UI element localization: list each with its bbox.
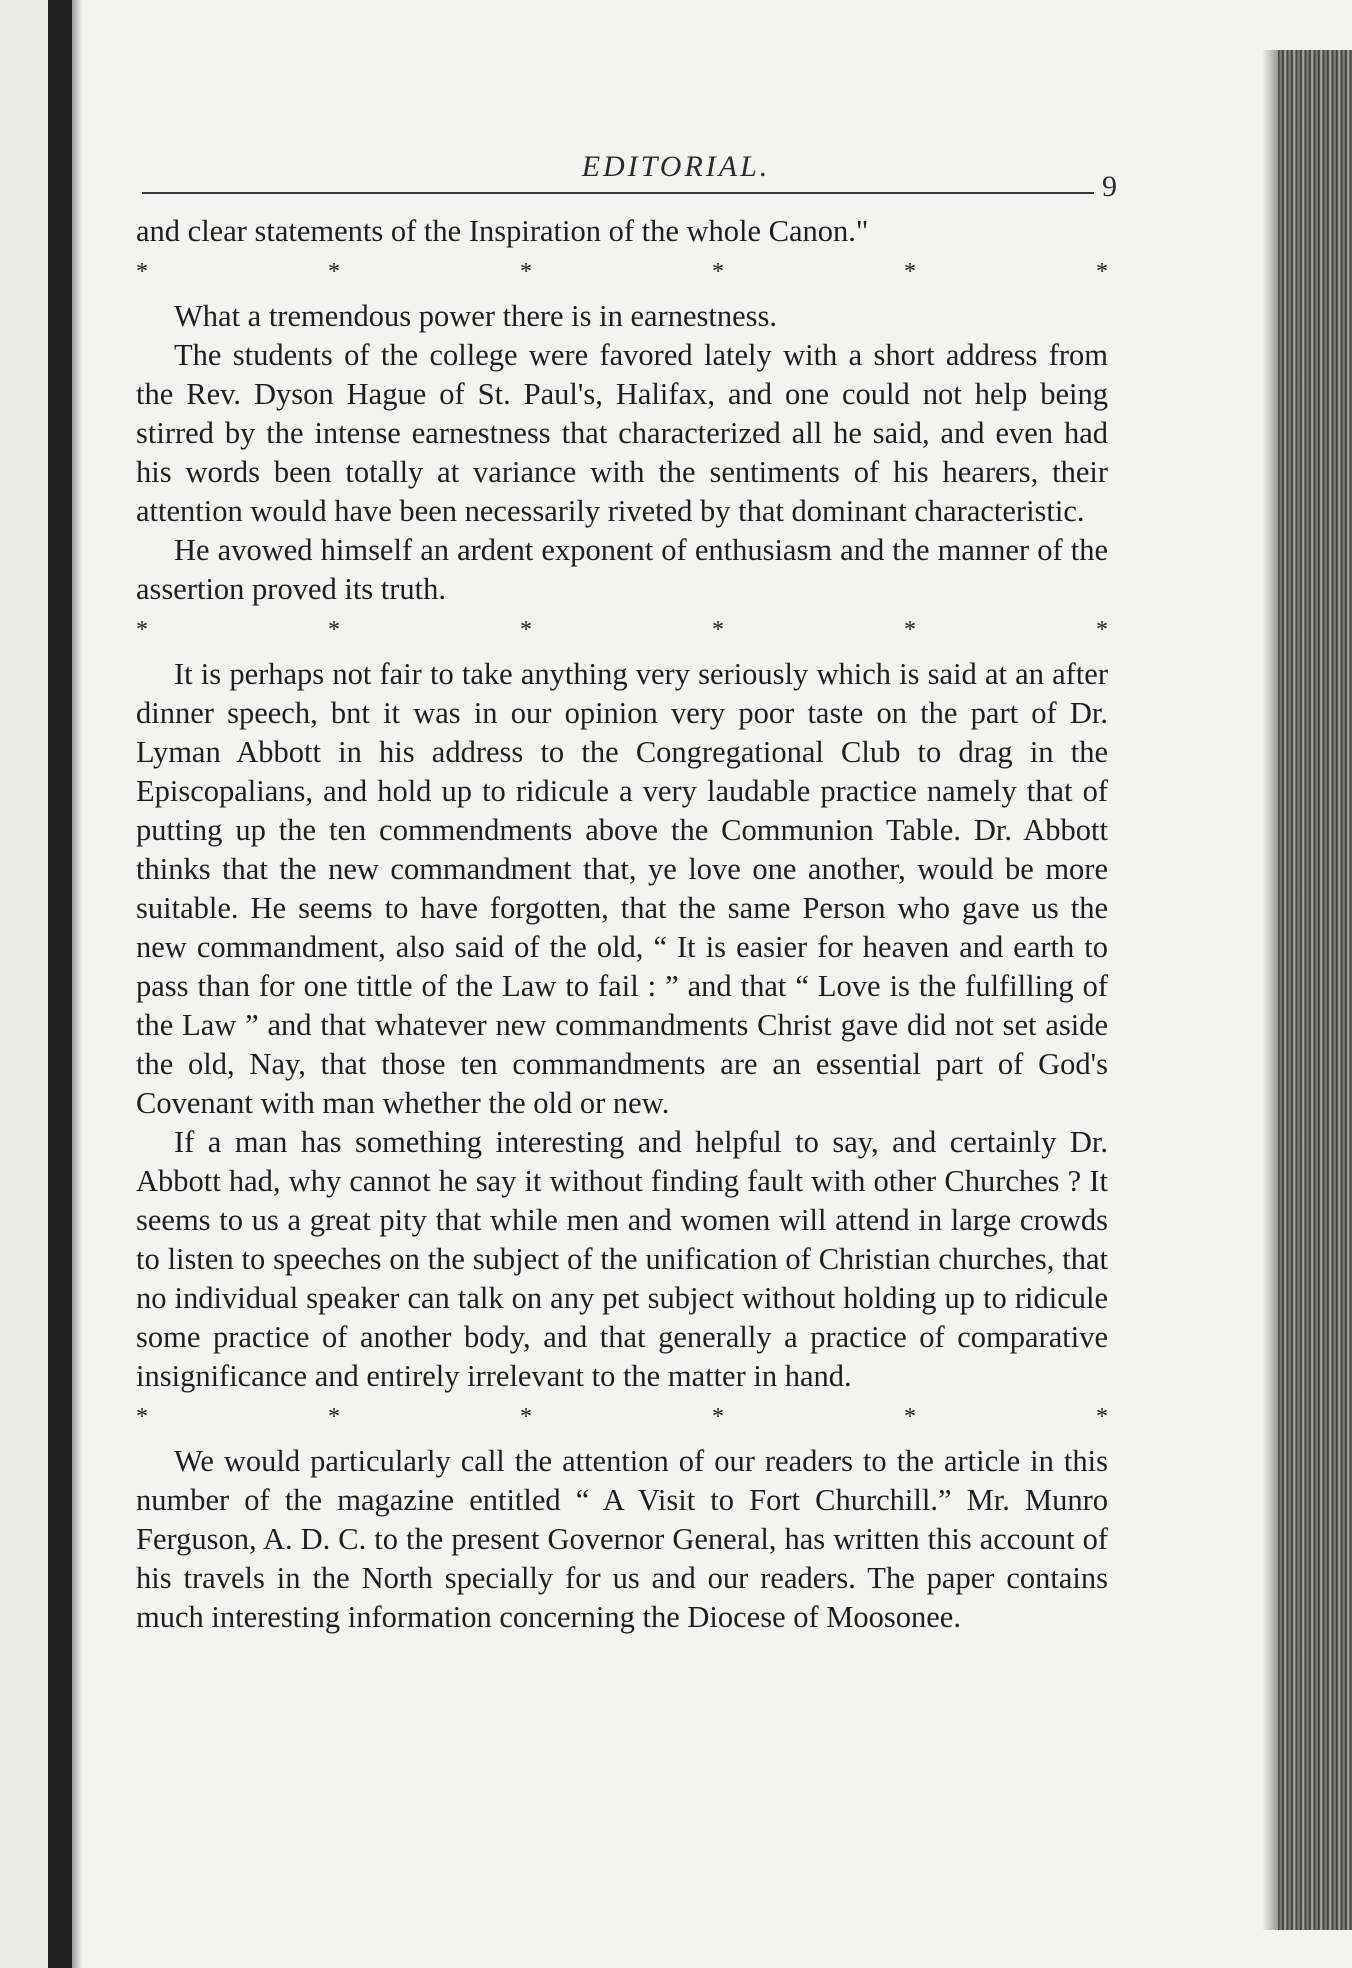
body-paragraph: We would particularly call the attention of our readers to the article in this number of the magazine entitled “ A Visit to Fort Churchill.” Mr. Munro Ferguson, A. D. C. to the present Governor General, has written this account of his travels in the North specially for us and our readers. The paper contains much interesting information concerning the Diocese of Moosonee. <box>136 1444 1108 1634</box>
separator-asterisk: * <box>328 1404 340 1430</box>
header-rule <box>142 192 1094 194</box>
section-separator <box>136 251 1108 297</box>
separator-asterisk: * <box>520 259 532 285</box>
separator-asterisk: * <box>712 259 724 285</box>
separator-asterisk: * <box>1096 1404 1108 1430</box>
separator-asterisk: * <box>520 617 532 643</box>
editorial-body <box>136 212 1108 1637</box>
separator-asterisk: * <box>1096 259 1108 285</box>
page-number: 9 <box>1102 170 1117 203</box>
page-stack-edge <box>1278 50 1352 1930</box>
page-edge-shadow <box>1262 50 1278 1930</box>
book-spine-shadow <box>48 0 72 1968</box>
facing-page-edge <box>0 0 48 1968</box>
separator-asterisk: * <box>520 1404 532 1430</box>
separator-asterisk: * <box>328 259 340 285</box>
separator-asterisk: * <box>328 617 340 643</box>
separator-asterisk: * <box>136 617 148 643</box>
separator-asterisk: * <box>712 617 724 643</box>
separator-asterisk: * <box>904 259 916 285</box>
body-paragraph: He avowed himself an ardent exponent of enthusiasm and the manner of the assertion proved its truth. <box>136 533 1108 606</box>
separator-asterisk: * <box>712 1404 724 1430</box>
body-paragraph: What a tremendous power there is in earnestness. <box>174 299 778 333</box>
separator-asterisk: * <box>904 617 916 643</box>
body-paragraph: It is perhaps not fair to take anything very seriously which is said at an after dinner speech, bnt it was in our opinion very poor taste on the part of Dr. Lyman Abbott in his address to the Congregational Club to drag in the Episcopalians, and hold up to ridicule a very laudable practice namely that of putting up the ten commendments above the Communion Table. Dr. Abbott thinks that the new commandment that, ye love one another, would be more suitable. He seems to have forgotten, that the same Person who gave us the new commandment, also said of the old, “ It is easier for heaven and earth to pass than for one tittle of the Law to fail : ” and that “ Love is the fulfilling of the Law ” and that whatever new commandments Christ gave did not set aside the old, Nay, that those ten commandments are an essential part of God's Covenant with man whether the old or new. <box>136 657 1108 1120</box>
running-header: EDITORIAL. <box>581 150 771 183</box>
separator-asterisk: * <box>904 1404 916 1430</box>
body-paragraph: If a man has something interesting and helpful to say, and certainly Dr. Abbott had, why cannot he say it without finding fault with other Churches ? It seems to us a great pity that while men and women will attend in large crowds to listen to speeches on the subject of the unification of Christian churches, that no individual speaker can talk on any pet subject without holding up to ridicule some practice of another body, and that generally a practice of comparative insignificance and entirely irrelevant to the matter in hand. <box>136 1125 1108 1393</box>
body-paragraph: and clear statements of the Inspiration of the whole Canon." <box>136 214 869 248</box>
section-separator <box>136 1396 1108 1442</box>
separator-asterisk: * <box>136 259 148 285</box>
separator-asterisk: * <box>136 1404 148 1430</box>
gutter-shadow <box>72 0 82 1968</box>
separator-asterisk: * <box>1096 617 1108 643</box>
body-paragraph: The students of the college were favored lately with a short address from the Rev. Dyson Hague of St. Paul's, Halifax, and one could not help being stirred by the intense earnestness that characterized all he said, and even had his words been totally at variance with the sentiments of his hearers, their attention would have been necessarily riveted by that dominant characteristic. <box>136 338 1108 528</box>
section-separator <box>136 609 1108 655</box>
